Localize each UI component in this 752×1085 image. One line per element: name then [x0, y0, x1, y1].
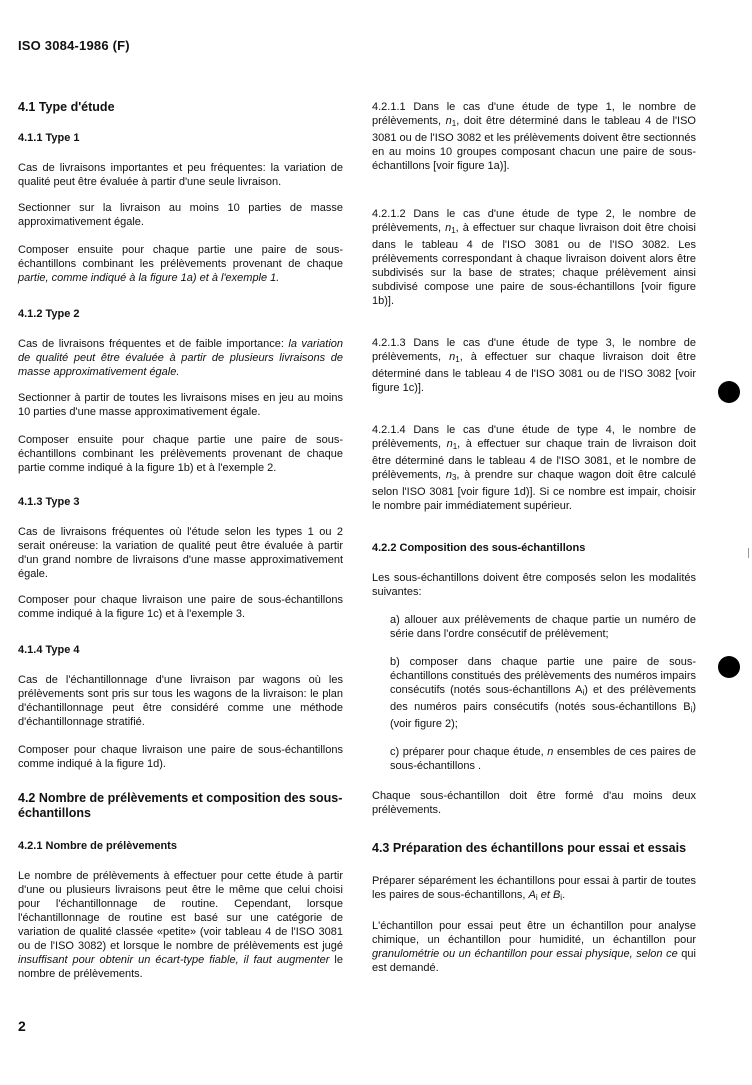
s43-paragraph-2: L'échantillon pour essai peut être un échantillon pour analyse chimique, un échantillon pour humidité, un échantillon pour granulométrie ou un échantillon pour essai physique, selon ce qui est demandé. — [372, 920, 696, 974]
s411-paragraph-2: Sectionner sur la livraison au moins 10 parties de masse approximativement égale. — [18, 202, 343, 228]
s414-paragraph-1: Cas de l'échantillonnage d'une livraison par wagons où les prélèvements sont pris sur tous les wagons de la livraison: le plan d'échantillonnage peut être considéré comme une méthode d'échantillonnage stratifié. — [18, 674, 343, 728]
section-4-2-2-title: 4.2.2 Composition des sous-échantillons — [372, 542, 586, 554]
s412-paragraph-1: Cas de livraisons fréquentes et de faible importance: la variation de qualité peut être évaluée à partir de plusieurs livraisons de masse approximativement égale. — [18, 338, 343, 378]
left-column — [18, 100, 343, 981]
s422-intro: Les sous-échantillons doivent être composés selon les modalités suivantes: — [372, 572, 696, 598]
p-4-2-1-3: 4.2.1.3 Dans le cas d'une étude de type 3, le nombre de prélèvements, $n_1$, à effectuer sur chaque livraison doit être déterminé dans le tableau 4 de l'ISO 3081 ou de l'ISO 3082 [voir figure 1c)]. — [372, 337, 696, 394]
list-item-b: b) composer dans chaque partie une paire de sous-échantillons constitués des prélèvements des numéros impairs consécutifs (notés sous-échantillons $A_i$) et des prélèvements des numéros pairs consécutifs (notés sous-échantillons $B_i$) (voir figure 2); — [390, 656, 696, 730]
s413-paragraph-1: Cas de livraisons fréquentes où l'étude selon les types 1 ou 2 serait onéreuse: la variation de qualité peut être évaluée à partir d'un grand nombre de livraisons d'une masse approximativement égale. — [18, 526, 343, 580]
s411-paragraph-3: Composer ensuite pour chaque partie une paire de sous-échantillons combinant les prélèvements provenant de chaque partie, comme indiqué à la figure 1a) et à l'exemple 1. — [18, 244, 343, 284]
list-item-c: c) préparer pour chaque étude, n ensembles de ces paires de sous-échantillons . — [390, 746, 696, 772]
p-4-2-1-2: 4.2.1.2 Dans le cas d'une étude de type 2, le nombre de prélèvements, $n_1$, à effectuer sur chaque livraison doit être choisi dans le tableau 4 de l'ISO 3081 ou de l'ISO 3082. Les prélèvements correspondant à chaque livraison doivent alors être subdivisés sur la base de strates; chaque prélèvement ainsi subdivisé compose une paire de sous-échantillons [voir figure 1b)]. — [372, 208, 696, 307]
s421-paragraph-1: Le nombre de prélèvements à effectuer pour cette étude à partir d'une ou plusieurs livraisons peut être le même que celui choisi pour l'échantillonnage de routine. Cependant, lorsque l'échantillonnage de routine est basé sur une catégorie de variation de qualité classée «petite» (voir tableau 4 de l'ISO 3081 ou de l'ISO 3082) et lorsque le nombre de prélèvements est jugé insuffisant pour obtenir un écart-type fiable, il faut augmenter le nombre de prélèvements. — [18, 870, 343, 980]
s414-paragraph-2: Composer pour chaque livraison une paire de sous-échantillons comme indiqué à la figure 1d). — [18, 744, 343, 770]
s413-paragraph-2: Composer pour chaque livraison une paire de sous-échantillons comme indiqué à la figure 1c) et à l'exemple 3. — [18, 594, 343, 620]
section-4-2-1-title: 4.2.1 Nombre de prélèvements — [18, 840, 177, 852]
document-id: ISO 3084-1986 (F) — [18, 38, 130, 53]
section-4-2-title: 4.2 Nombre de prélèvements et composition des sous-échantillons — [18, 791, 343, 820]
s43-paragraph-1: Préparer séparément les échantillons pour essai à partir de toutes les paires de sous-échantillons, $A_i$ et $B_i$. — [372, 875, 696, 902]
list-item-a: a) allouer aux prélèvements de chaque partie un numéro de série dans l'ordre consécutif de prélèvement; — [390, 614, 696, 640]
section-4-1-2-title: 4.1.2 Type 2 — [18, 308, 80, 320]
page-number: 2 — [18, 1018, 26, 1034]
section-4-3-title: 4.3 Préparation des échantillons pour essai et essais — [372, 841, 687, 855]
s411-paragraph-1: Cas de livraisons importantes et peu fréquentes: la variation de qualité peut être évaluée à partir d'une seule livraison. — [18, 162, 343, 188]
s412-paragraph-2: Sectionner à partir de toutes les livraisons mises en jeu au moins 10 parties d'une masse approximativement égale. — [18, 392, 343, 418]
section-4-1-title: 4.1 Type d'étude — [18, 100, 115, 114]
section-4-1-3-title: 4.1.3 Type 3 — [18, 496, 80, 508]
p-4-2-1-1: 4.2.1.1 Dans le cas d'une étude de type 1, le nombre de prélèvements, $n_1$, doit être déterminé dans le tableau 4 de l'ISO 3081 ou de l'ISO 3082 et les prélèvements doivent être sectionnés en au moins 10 groupes composant chacun une paire de sous-échantillons [voir figure 1a)]. — [372, 101, 696, 172]
s412-paragraph-3: Composer ensuite pour chaque partie une paire de sous-échantillons combinant les prélèvements provenant de chaque partie comme indiqué à la figure 1b) et à l'exemple 2. — [18, 434, 343, 474]
punch-hole — [718, 656, 740, 678]
s422-closing: Chaque sous-échantillon doit être formé d'au moins deux prélèvements. — [372, 790, 696, 816]
section-4-1-1-title: 4.1.1 Type 1 — [18, 132, 80, 144]
section-4-1-4-title: 4.1.4 Type 4 — [18, 644, 80, 656]
p-4-2-1-4: 4.2.1.4 Dans le cas d'une étude de type 4, le nombre de prélèvements, $n_1$, à effectuer sur chaque train de livraison doit être déterminé dans le tableau 4 de l'ISO 3081, et le nombre de prélèvements, $n_3$, à prendre sur chaque wagon doit être calculé selon l'ISO 3081 [voir figure 1d)]. Si ce nombre est impair, choisir le nombre pair immédiatement supérieur. — [372, 424, 696, 512]
right-column — [372, 100, 696, 975]
scan-speck — [748, 548, 749, 558]
punch-hole — [718, 381, 740, 403]
